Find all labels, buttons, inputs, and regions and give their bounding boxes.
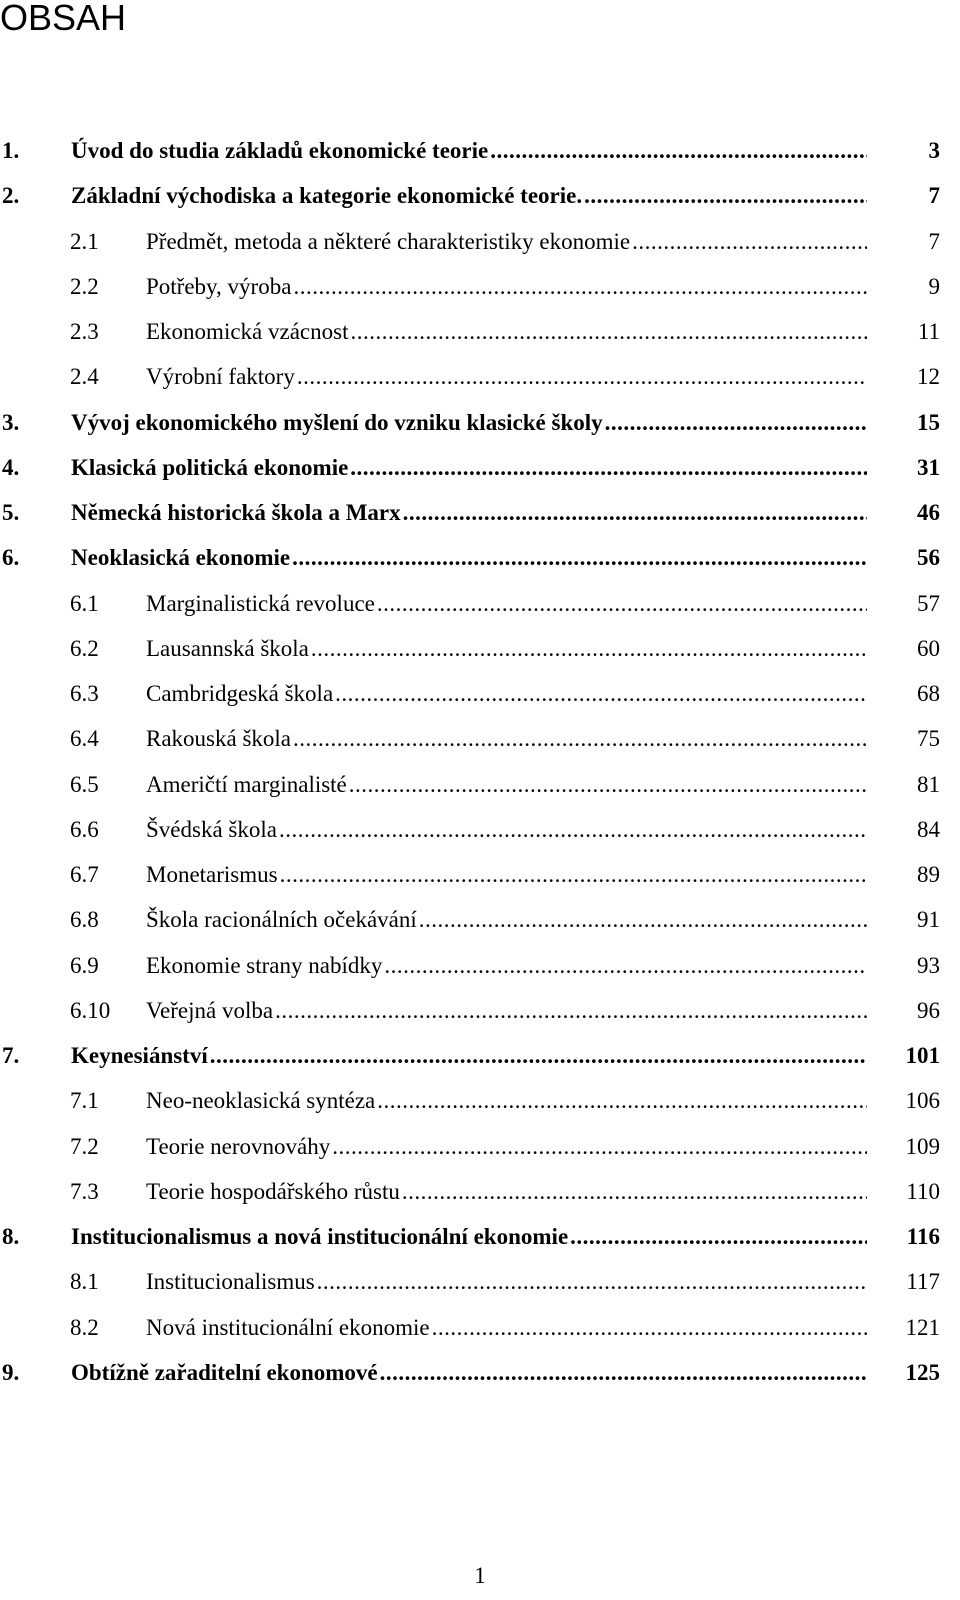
toc-dot-leader	[403, 493, 867, 533]
toc-chapter-entry	[0, 131, 960, 176]
toc-dot-leader	[279, 810, 867, 850]
toc-entry-number: 6.	[2, 545, 20, 571]
toc-section-entry	[0, 674, 960, 719]
toc-dot-leader	[350, 448, 867, 488]
toc-entry-title-line	[71, 1217, 867, 1257]
toc-entry-title-line	[71, 403, 867, 443]
toc-entry-number: 7.2	[70, 1133, 99, 1159]
toc-entry-number: 6.2	[70, 635, 99, 661]
toc-entry-title: Základní východiska a kategorie ekonomické teorie.	[71, 183, 583, 209]
toc-entry-number: 6.5	[70, 771, 99, 797]
toc-entry-number: 6.6	[70, 816, 99, 842]
toc-entry-title-line	[146, 855, 867, 895]
toc-section-entry	[0, 900, 960, 945]
toc-entry-page-number: 89	[917, 862, 940, 887]
toc-section-entry	[0, 1172, 960, 1217]
toc-entry-page-number: 81	[917, 771, 940, 797]
toc-dot-leader	[350, 312, 867, 352]
toc-entry-page-number: 7	[928, 183, 940, 209]
toc-entry-title-line	[146, 765, 867, 805]
toc-entry-title-line	[146, 584, 867, 624]
page-title: OBSAH	[0, 0, 127, 38]
toc-entry-title: Neoklasická ekonomie	[71, 545, 291, 571]
toc-dot-leader	[292, 538, 867, 578]
toc-entry-page-number: 31	[917, 454, 940, 480]
toc-chapter-entry	[0, 538, 960, 583]
toc-entry-page-number: 84	[917, 816, 940, 842]
toc-entry-number: 2.	[2, 183, 20, 209]
toc-entry-title: Američtí marginalisté	[146, 771, 347, 797]
toc-entry-number: 6.3	[70, 681, 99, 706]
toc-entry-title: Neo-neoklasická syntéza	[146, 1088, 376, 1114]
toc-entry-title-line	[71, 493, 867, 533]
toc-entry-title: Potřeby, výroba	[146, 273, 292, 299]
toc-entry-title-line	[146, 1081, 867, 1121]
toc-dot-leader	[432, 1308, 867, 1348]
toc-entry-title-line	[146, 1308, 867, 1348]
toc-entry-number: 1.	[2, 138, 20, 163]
toc-chapter-entry	[0, 493, 960, 538]
toc-entry-title-line	[146, 900, 867, 940]
toc-dot-leader	[584, 176, 867, 216]
toc-dot-leader	[210, 1036, 867, 1076]
toc-entry-page-number: 106	[905, 1088, 940, 1114]
toc-entry-title: Marginalistická revoluce	[146, 590, 375, 616]
toc-chapter-entry	[0, 403, 960, 448]
toc-entry-page-number: 12	[917, 364, 940, 390]
toc-dot-leader	[490, 131, 867, 171]
toc-section-entry	[0, 991, 960, 1036]
toc-entry-title: Institucionalismus a nová institucionální ekonomie	[71, 1224, 569, 1249]
toc-section-entry	[0, 1262, 960, 1307]
toc-dot-leader	[335, 674, 867, 714]
toc-entry-title: Škola racionálních očekávání	[146, 907, 417, 933]
toc-section-entry	[0, 584, 960, 629]
toc-section-entry	[0, 810, 960, 855]
toc-entry-title-line	[146, 810, 867, 850]
toc-dot-leader	[384, 946, 867, 986]
toc-entry-title: Institucionalismus	[146, 1269, 315, 1295]
toc-entry-title-line	[71, 1353, 867, 1393]
toc-chapter-entry	[0, 448, 960, 493]
toc-entry-number: 6.1	[70, 590, 99, 616]
toc-dot-leader	[275, 991, 867, 1031]
toc-entry-page-number: 96	[917, 997, 940, 1023]
toc-entry-title: Cambridgeská škola	[146, 681, 334, 706]
toc-entry-title: Švédská škola	[146, 816, 277, 842]
toc-entry-page-number: 56	[917, 545, 940, 571]
toc-entry-page-number: 3	[928, 138, 940, 163]
toc-entry-page-number: 68	[917, 681, 940, 706]
toc-entry-number: 7.1	[70, 1088, 99, 1114]
toc-entry-page-number: 9	[928, 273, 940, 299]
toc-entry-number: 5.	[2, 500, 20, 525]
toc-dot-leader	[377, 1081, 867, 1121]
toc-entry-page-number: 109	[905, 1133, 940, 1159]
toc-chapter-entry	[0, 1353, 960, 1398]
toc-entry-title-line	[146, 946, 867, 986]
toc-entry-page-number: 7	[928, 228, 940, 254]
toc-entry-number: 8.	[2, 1224, 20, 1249]
toc-entry-number: 2.3	[70, 319, 99, 344]
toc-entry-title-line	[146, 267, 867, 307]
toc-entry-title-line	[146, 222, 867, 262]
toc-entry-title: Keynesiánství	[71, 1043, 208, 1068]
toc-entry-number: 2.4	[70, 364, 99, 390]
toc-dot-leader	[293, 719, 867, 759]
toc-entry-title-line	[146, 357, 867, 397]
toc-dot-leader	[419, 900, 867, 940]
toc-entry-number: 7.	[2, 1043, 20, 1068]
toc-entry-title: Obtížně zařaditelní ekonomové	[71, 1359, 378, 1385]
toc-chapter-entry	[0, 176, 960, 221]
toc-entry-title-line	[146, 991, 867, 1031]
toc-entry-title: Teorie nerovnováhy	[146, 1133, 331, 1159]
toc-entry-title-line	[71, 1036, 867, 1076]
toc-entry-title-line	[146, 1172, 867, 1212]
toc-entry-title: Výrobní faktory	[146, 364, 295, 390]
toc-entry-page-number: 101	[905, 1043, 940, 1068]
toc-entry-title-line	[146, 719, 867, 759]
toc-dot-leader	[293, 267, 867, 307]
toc-entry-number: 4.	[2, 454, 20, 480]
toc-entry-page-number: 117	[906, 1269, 940, 1295]
toc-chapter-entry	[0, 1217, 960, 1262]
toc-section-entry	[0, 1127, 960, 1172]
toc-entry-page-number: 75	[917, 726, 940, 752]
toc-entry-number: 9.	[2, 1359, 20, 1385]
toc-chapter-entry	[0, 1036, 960, 1081]
toc-entry-number: 6.9	[70, 952, 99, 978]
toc-entry-title: Lausannská škola	[146, 635, 309, 661]
toc-entry-number: 3.	[2, 409, 20, 435]
toc-entry-title: Nová institucionální ekonomie	[146, 1314, 430, 1340]
toc-dot-leader	[605, 403, 867, 443]
toc-entry-title-line	[71, 176, 867, 216]
toc-entry-title-line	[71, 448, 867, 488]
toc-entry-title: Klasická politická ekonomie	[71, 454, 349, 480]
toc-dot-leader	[311, 629, 867, 669]
toc-entry-page-number: 11	[917, 319, 940, 344]
toc-entry-title: Teorie hospodářského růstu	[146, 1178, 400, 1204]
toc-section-entry	[0, 1081, 960, 1126]
toc-dot-leader	[570, 1217, 867, 1257]
toc-dot-leader	[402, 1172, 867, 1212]
toc-entry-number: 8.2	[70, 1314, 99, 1340]
toc-section-entry	[0, 765, 960, 810]
toc-entry-page-number: 121	[905, 1314, 940, 1340]
toc-entry-page-number: 60	[917, 635, 940, 661]
toc-section-entry	[0, 1308, 960, 1353]
toc-section-entry	[0, 357, 960, 402]
toc-entry-title: Ekonomická vzácnost	[146, 319, 349, 344]
toc-section-entry	[0, 719, 960, 764]
toc-entry-number: 6.4	[70, 726, 99, 752]
toc-entry-number: 8.1	[70, 1269, 99, 1295]
toc-entry-number: 7.3	[70, 1178, 99, 1204]
toc-entry-title-line	[146, 674, 867, 714]
toc-dot-leader	[280, 855, 867, 895]
toc-entry-number: 6.7	[70, 862, 99, 887]
toc-section-entry	[0, 946, 960, 991]
toc-entry-title-line	[146, 1127, 867, 1167]
toc-dot-leader	[632, 222, 867, 262]
toc-section-entry	[0, 222, 960, 267]
toc-entry-title-line	[71, 538, 867, 578]
toc-dot-leader	[332, 1127, 867, 1167]
toc-entry-title-line	[146, 312, 867, 352]
page-number: 1	[474, 1563, 486, 1588]
toc-section-entry	[0, 855, 960, 900]
toc-entry-title-line	[71, 131, 867, 171]
toc-entry-page-number: 91	[917, 907, 940, 933]
toc-entry-title: Rakouská škola	[146, 726, 292, 752]
toc-entry-title: Předmět, metoda a některé charakteristiky ekonomie	[146, 228, 631, 254]
toc-section-entry	[0, 312, 960, 357]
toc-entry-title: Úvod do studia základů ekonomické teorie	[71, 138, 489, 163]
toc-entry-page-number: 57	[917, 590, 940, 616]
toc-entry-title: Vývoj ekonomického myšlení do vzniku klasické školy	[71, 409, 603, 435]
toc-dot-leader	[317, 1262, 867, 1302]
toc-dot-leader	[380, 1353, 867, 1393]
toc-entry-page-number: 110	[906, 1178, 940, 1204]
toc-entry-title-line	[146, 629, 867, 669]
toc-entry-page-number: 46	[917, 500, 940, 525]
toc-dot-leader	[377, 584, 867, 624]
toc-entry-number: 6.10	[70, 997, 111, 1023]
toc-entry-number: 2.1	[70, 228, 99, 254]
toc-entry-title: Monetarismus	[146, 862, 278, 887]
toc-entry-title: Veřejná volba	[146, 997, 274, 1023]
toc-entry-title: Ekonomie strany nabídky	[146, 952, 383, 978]
toc-entry-page-number: 15	[917, 409, 940, 435]
toc-entry-page-number: 125	[905, 1359, 940, 1385]
toc-dot-leader	[297, 357, 867, 397]
toc-entry-page-number: 116	[906, 1224, 940, 1249]
toc-entry-title: Německá historická škola a Marx	[71, 500, 401, 525]
table-of-contents	[0, 131, 960, 1398]
toc-entry-page-number: 93	[917, 952, 940, 978]
toc-entry-number: 2.2	[70, 273, 99, 299]
toc-section-entry	[0, 267, 960, 312]
toc-entry-title-line	[146, 1262, 867, 1302]
toc-dot-leader	[349, 765, 867, 805]
toc-entry-number: 6.8	[70, 907, 99, 933]
toc-section-entry	[0, 629, 960, 674]
